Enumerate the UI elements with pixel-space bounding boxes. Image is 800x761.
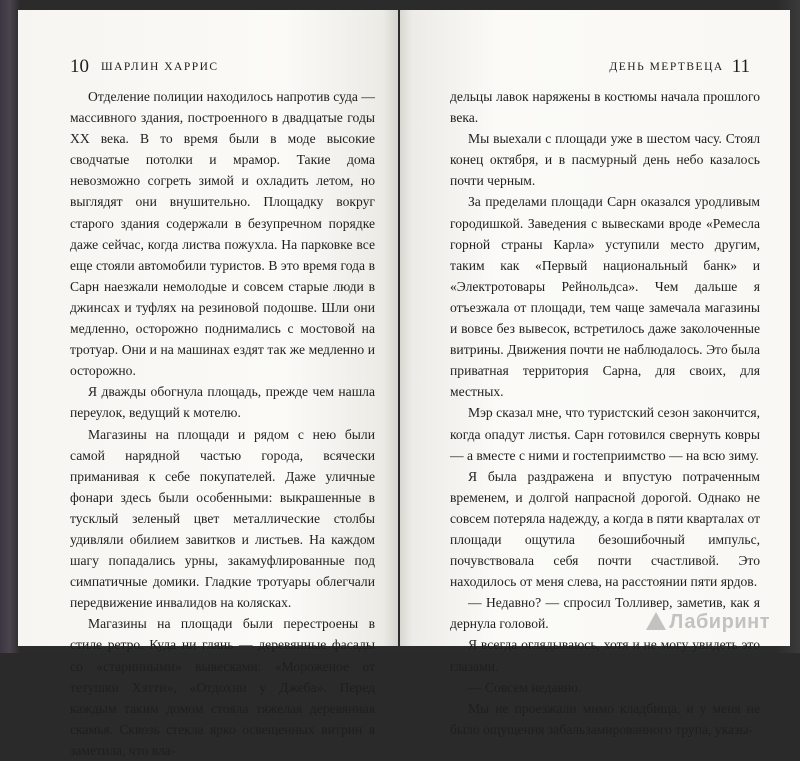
paragraph: Отделение полиции находилось напротив суда — массивного здания, построенного в двадцатые годы XX века. В то время были в моде высокие сводчатые потолки и мрамор. Такие дома невозможно согреть зимой и охладить летом, но выглядят они внушительно. Площадку вокруг старого здания содержали в безупречном порядке даже сейчас, когда листва пожухла. На парковке все еще стояли автомобили туристов. В это время года в Сарн наезжали немолодые и совсем старые люди в джинсах и туфлях на резиновой подошве. Шли они медленно, осторожно поднимались с мостовой на тротуар. Они и на машинах ездят так же медленно и осторожно. (70, 89, 375, 379)
left-page-number: 10 (70, 56, 89, 77)
paragraph: Я дважды обогнула площадь, прежде чем нашла переулок, ведущий к мотелю. (70, 384, 375, 421)
paragraph: Магазины на площади были перестроены в стиле ретро. Куда ни глянь — деревянные фасады со «старинными» вывесками: «Мороженое от тетушки Хэтти», «Отдохни у Джеба». Перед каждым таким домом стояла тяжелая деревянная скамья. Сквозь стекла ярко освещенных витрин я заметила, что вла- (70, 616, 375, 758)
right-page-header (609, 54, 750, 78)
labirint-logo-icon (646, 612, 666, 630)
watermark-text: Лабиринт (669, 611, 770, 633)
paragraph: Мы не проезжали мимо кладбища, и у меня не было ощущения забальзамированного трупа, указы- (450, 700, 760, 737)
paragraph: За пределами площади Сарн оказался уродливым городишкой. Заведения с вывесками вроде «Ремесла горной страны Карла» уступили место другим, таким как «Первый национальный банк» и «Электротовары Рейнольдса». Чем дальше я отъезжала от площади, тем чаще замечала магазины и вовсе без вывесок, встретилось даже заколоченные витрины. Движения почти не наблюдалось. Это была приватная территория Сарна, для своих, для местных. (450, 194, 760, 400)
paragraph: — Недавно? — спросил Толливер, заметив, как я дернула головой. (450, 595, 760, 632)
left-running-head: ШАРЛИН ХАРРИС (101, 61, 219, 73)
paragraph: Я всегда оглядываюсь, хотя и не могу увидеть это глазами. (450, 637, 760, 674)
left-page (18, 10, 398, 758)
paragraph: Мэр сказал мне, что туристский сезон закончится, когда опадут листья. Сарн готовился свернуть ковры — а вместе с ними и гостеприимство — на всю зиму. (450, 405, 760, 463)
right-running-head: ДЕНЬ МЕРТВЕЦА (609, 61, 724, 73)
paragraph: Я была раздражена и впустую потраченным временем, и долгой напрасной дорогой. Однако не совсем потеряла надежду, а когда в пяти кварталах от площади ощутила безошибочный импульс, почувствовала себя почти счастливой. Это находилось от меня слева, на расстоянии пяти ярдов. (450, 468, 761, 590)
watermark-logo (646, 611, 770, 634)
paragraph: Магазины на площади и рядом с нею были самой нарядной частью города, всячески приманивая к себе покупателей. Даже уличные фонари здесь были особенными: выкрашенные в тусклый зеленый цвет металлические столбы удивляли обилием завитков и листьев. На каждом шагу попадались урны, закамуфлированные под симпатичные домики. Гладкие тротуары облегчали передвижение инвалидов на колясках. (70, 426, 375, 611)
paragraph: Мы выехали с площади уже в шестом часу. Стоял конец октября, и в пасмурный день небо казалось почти черным. (450, 131, 760, 189)
left-page-body (70, 86, 375, 761)
right-page-body (450, 86, 760, 740)
paragraph-continuation: дельцы лавок наряжены в костюмы начала прошлого века. (450, 89, 760, 126)
paragraph: — Совсем недавно. (468, 679, 582, 695)
right-page-number: 11 (731, 56, 750, 77)
right-page (400, 10, 790, 737)
left-page-header (70, 54, 219, 78)
